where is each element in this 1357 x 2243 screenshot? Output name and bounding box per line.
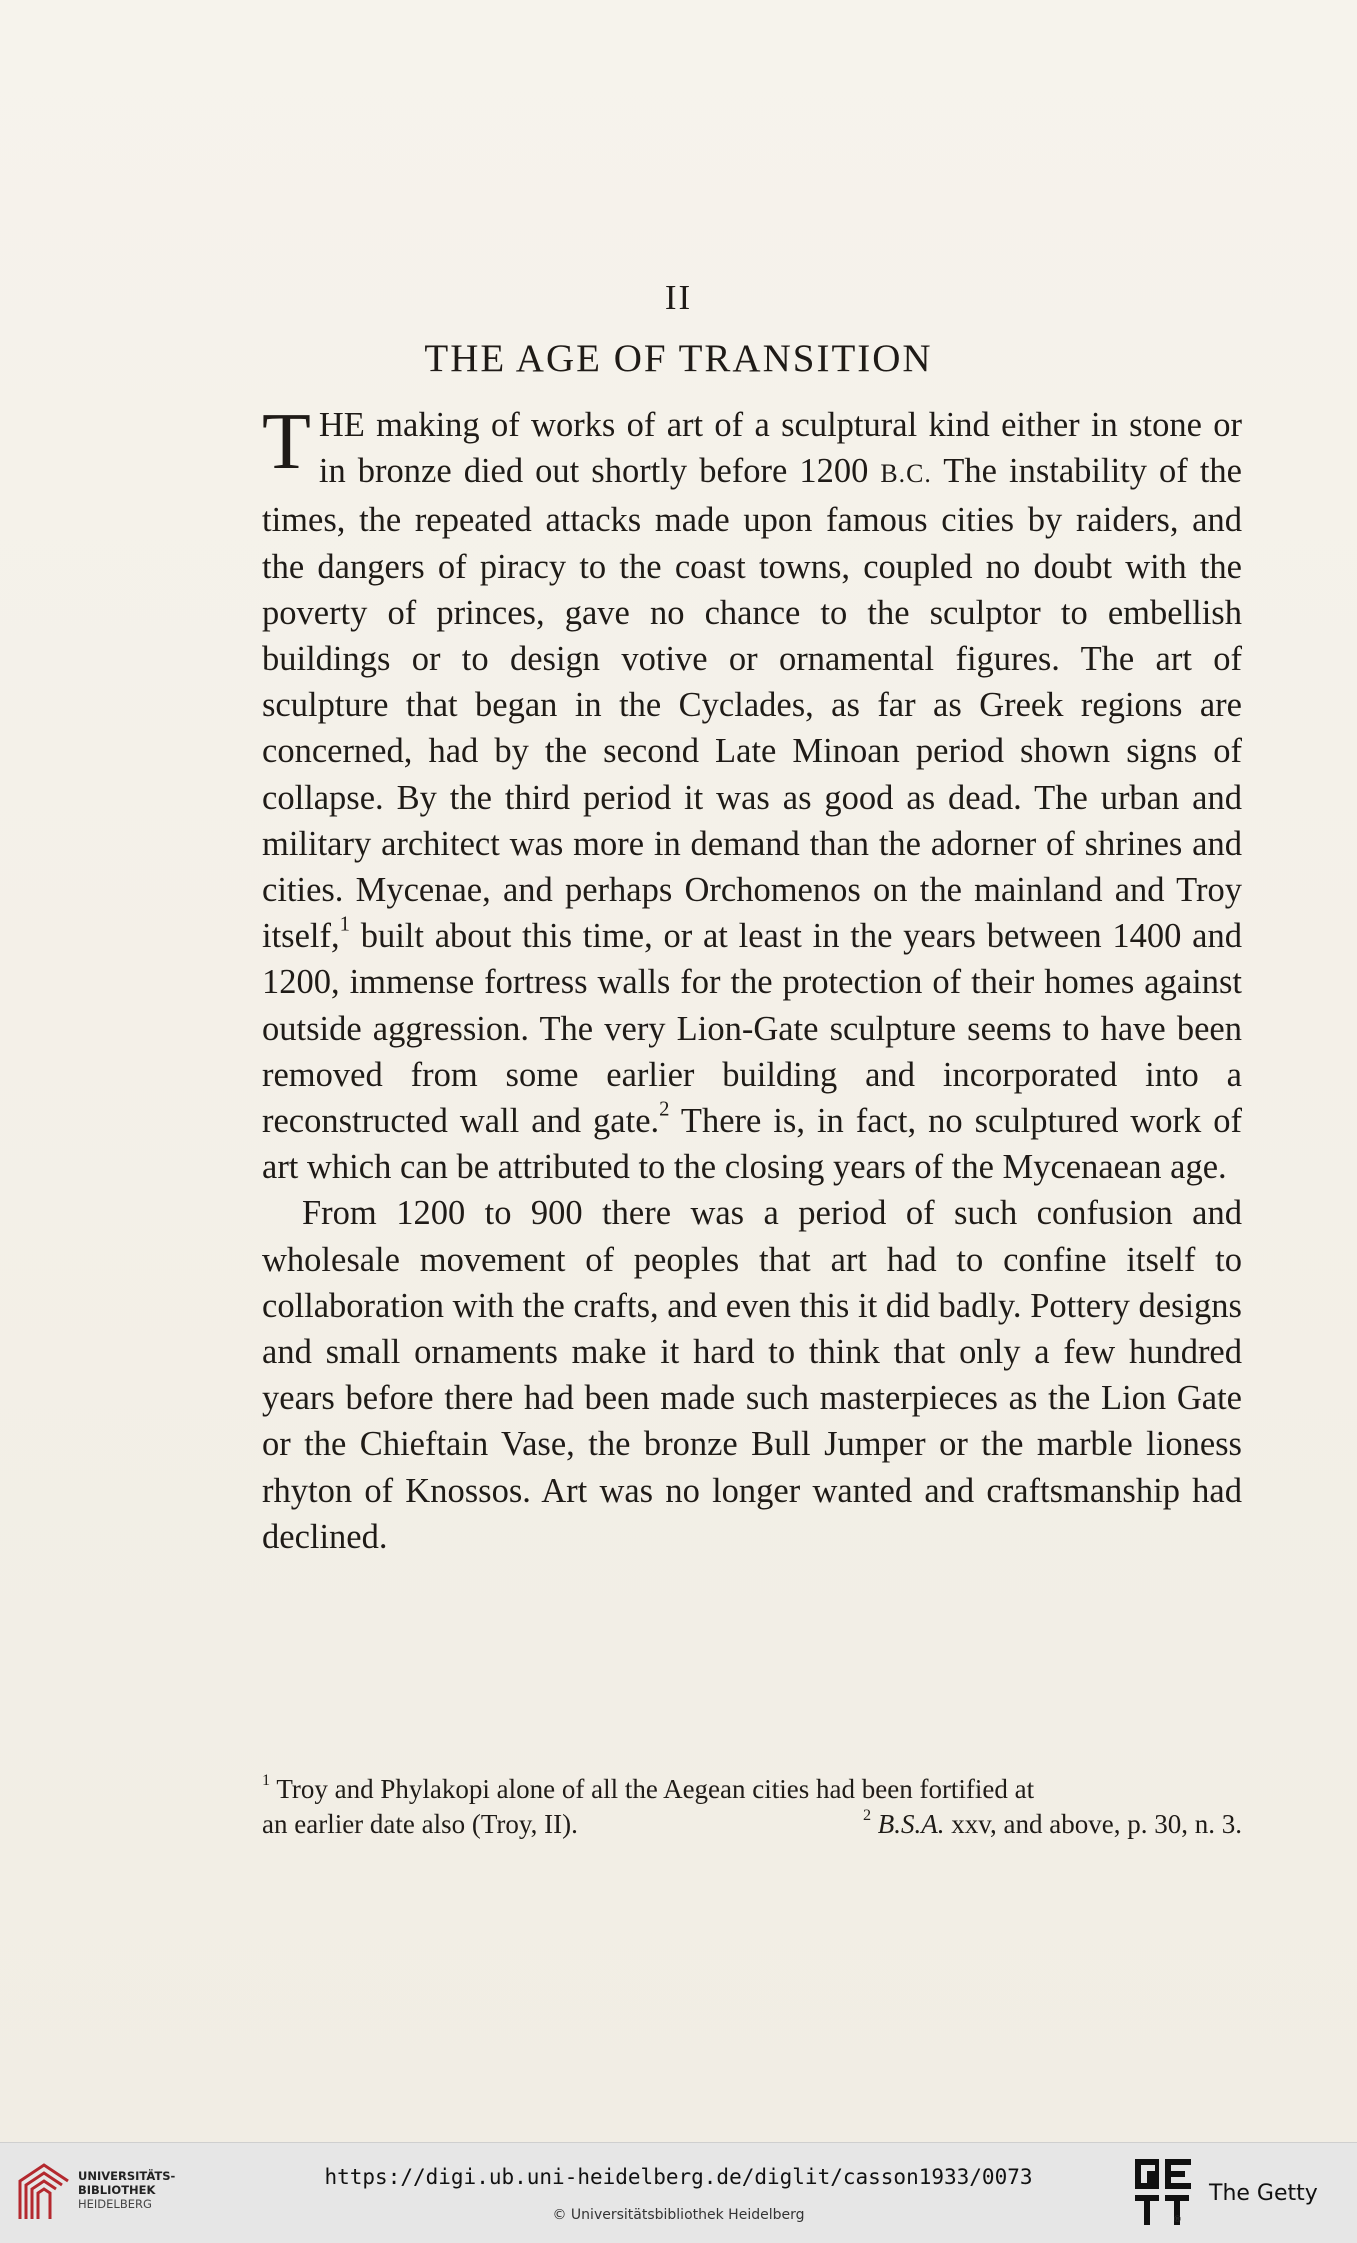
permalink-url[interactable]: https://digi.ub.uni-heidelberg.de/diglit/casson1933/0073 — [324, 2165, 1033, 2189]
footnote-2-journal: B.S.A. — [877, 1809, 945, 1839]
footnote-1-continuation: an earlier date also (Troy, II). — [262, 1809, 578, 1839]
paragraph-1-part-a: HE making of works of art of a sculptural kind either in stone or in bronze died out shortly before 1200 — [318, 406, 1242, 491]
bc-abbreviation: B.C. — [880, 459, 932, 489]
footnote-1-mark: 1 — [262, 1771, 271, 1790]
copyright-notice: © Universitätsbibliothek Heidelberg — [552, 2207, 805, 2223]
registered-mark: ® — [1173, 2215, 1182, 2225]
getty-label: The Getty — [1209, 2181, 1318, 2206]
chapter-title: THE AGE OF TRANSITION — [424, 337, 933, 380]
footnote-1 — [262, 1772, 1242, 1807]
paragraph-1 — [262, 398, 1242, 1190]
viewer-footer — [0, 2142, 1357, 2243]
library-line-3: HEIDELBERG — [78, 2197, 152, 2211]
chapter-number: II — [664, 278, 693, 317]
footnote-2 — [863, 1807, 1242, 1842]
getty-emblem-icon — [1133, 2157, 1195, 2227]
footnote-ref-1: 1 — [339, 913, 350, 936]
paragraph-1-part-c: built about this time, or at least in the years between 1400 and 1200, immense fortress walls for the protection of their homes against outside aggression. The very Lion-Gate sculpture seems to have been removed from some earlier building and incorporated into a reconstructed wall and gate. — [262, 917, 1242, 1141]
paragraph-2: From 1200 to 900 there was a period of such confusion and wholesale movement of peoples that art had to confine itself to collaboration with the crafts, and even this it did badly. Pottery designs and small ornaments make it hard to think that only a few hundred years before there had been made such masterpieces as the Lion Gate or the Chieftain Vase, the bronze Bull Jumper or the marble lioness rhyton of Knossos. Art was no longer wanted and craftsmanship had declined. — [262, 1194, 1242, 1556]
footnote-row-2 — [262, 1807, 1242, 1842]
library-line-2: BIBLIOTHEK — [78, 2183, 156, 2197]
footnote-ref-2: 2 — [659, 1098, 670, 1121]
paragraph-1-part-b: The instability of the times, the repeated attacks made upon famous cities by raiders, and the dangers of piracy to the coast towns, coupled no doubt with the poverty of princes, gave no chance to the sculptor to embellish buildings or to design votive or ornamental figures. The art of sculpture that began in the Cyclades, as far as Greek regions are concerned, had by the second Late Minoan period shown signs of collapse. By the third period it was as good as dead. The urban and military architect was more in demand than the adorner of shrines and cities. Mycenae, and perhaps Orchomenos on the mainland and Troy itself, — [262, 452, 1242, 956]
footnote-1-text: Troy and Phylakopi alone of all the Aegean cities had been fortified at — [270, 1774, 1035, 1804]
footnote-2-text: xxv, and above, p. 30, n. 3. — [944, 1809, 1242, 1839]
getty-logo[interactable] — [1133, 2157, 1343, 2231]
body-text — [262, 398, 1242, 1560]
library-line-1: UNIVERSITÄTS- — [78, 2169, 176, 2183]
paragraph-1-part-d: There is, in fact, no sculptured work of art which can be attributed to the closing years of the Mycenaean age. — [262, 1102, 1242, 1187]
footnotes — [262, 1772, 1242, 1842]
drop-cap: T — [262, 398, 311, 486]
footnote-2-mark: 2 — [862, 1806, 872, 1825]
